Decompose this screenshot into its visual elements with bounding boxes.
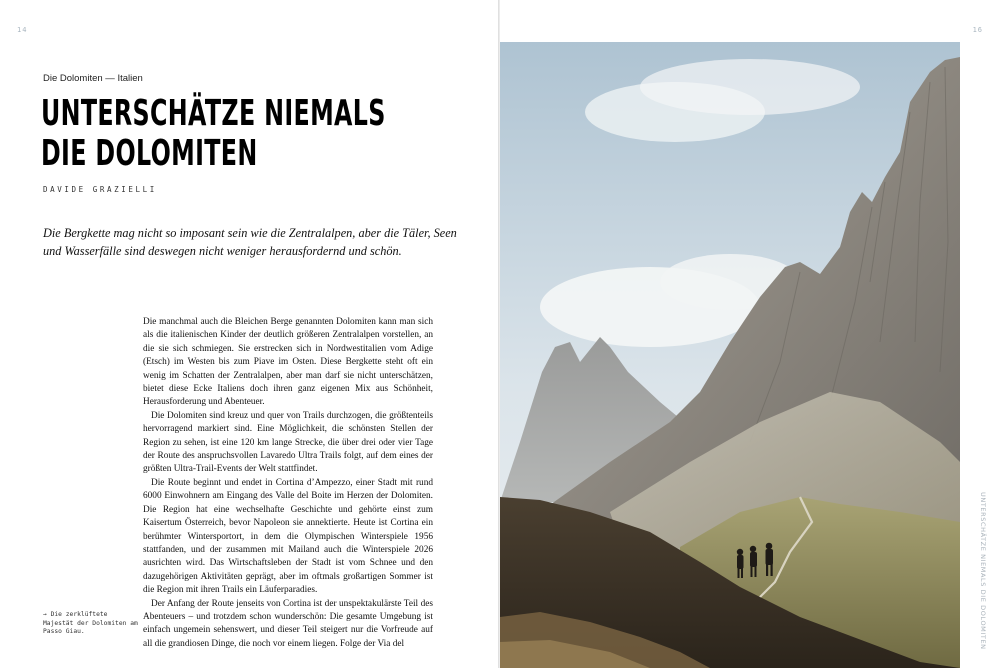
- page-number-right: 16: [972, 26, 983, 34]
- page-number-left: 14: [17, 26, 28, 34]
- body-paragraph-1: Die manchmal auch die Bleichen Berge genannten Dolomiten kann man sich als die italienischen Kinder der deutlich größeren Zentralalpen vorstellen, an die sie sich schmiegen. Sie erstrecken sich in Nordwestitalien vom Adige (Etsch) im Westen bis zum Piave im Osten. Diese Bergkette steht oft ein wenig im Schatten der Zentralalpen, aber man darf sie nicht unterschätzen, bietet diese Ecke Italiens doch ihren ganz eigenen Mix aus Schönheit, Herausforderung und Abenteuer.: [143, 317, 433, 408]
- title-line-1: UNTERSCHÄTZE NIEMALS: [41, 93, 386, 134]
- author-byline: DAVIDE GRAZIELLI: [43, 185, 157, 194]
- article-kicker: Die Dolomiten — Italien: [43, 73, 143, 84]
- right-page: [500, 0, 1000, 668]
- left-page: [0, 0, 498, 668]
- vertical-running-title: UNTERSCHÄTZE NIEMALS DIE DOLOMITEN: [979, 492, 987, 650]
- body-paragraph-2: Die Dolomiten sind kreuz und quer von Trails durchzogen, die größtenteils hervorragend markiert sind. Eine Möglichkeit, die schönsten Stellen der Region zu sehen, ist eine 120 km lange Strecke, die über drei oder vier Tage der Route des anspruchsvollen Lavaredo Ultra Trails folgt, auf dem eines der größten Ultra-Trail-Events der Welt stattfindet.: [143, 410, 433, 475]
- title-line-2: DIE DOLOMITEN: [41, 133, 258, 174]
- mountain-photo-illustration: [500, 42, 960, 668]
- photo-caption: → Die zerklüftete Majestät der Dolomiten am Passo Giau.: [43, 611, 138, 636]
- mountain-photo: [500, 42, 960, 668]
- article-body: [143, 316, 433, 651]
- article-intro: Die Bergkette mag nicht so imposant sein wie die Zentralalpen, aber die Täler, Seen und Wasserfälle sind deswegen nicht weniger herausfordernd und schön.: [43, 226, 457, 258]
- body-paragraph-3: Die Route beginnt und endet in Cortina d’Ampezzo, einer Stadt mit rund 6000 Einwohnern am Eingang des Valle del Boite im Herzen der Dolomiten. Die Region hat eine wechselhafte Geschichte und gehörte einst zum Kaisertum Österreich, bevor Napoleon sie annektierte. Heute ist Cortina ein berühmter Wintersportort, in dem die Olympischen Winterspiele 1956 stattfanden, und der zusammen mit Mailand auch die Winterspiele 2026 ausrichten wird. Das Wirtschaftsleben der Stadt ist vom Schnee und den dazugehörigen Aktivitäten geprägt, aber im oftmals großartigen Sommer ist die Region mit ihren Trails ein Läuferparadies.: [143, 477, 433, 596]
- body-paragraph-4: Der Anfang der Route jenseits von Cortina ist der unspektakulärste Teil des Abenteuers – und trotzdem schon wunderschön: Die gesamte Umgebung ist einfach ungemein sehenswert, und dieser Teil steigert nur die Vorfreude auf all die grandiosen Dinge, die noch vor einem liegen. Folge der Via del: [143, 598, 433, 649]
- article-title: [41, 94, 386, 174]
